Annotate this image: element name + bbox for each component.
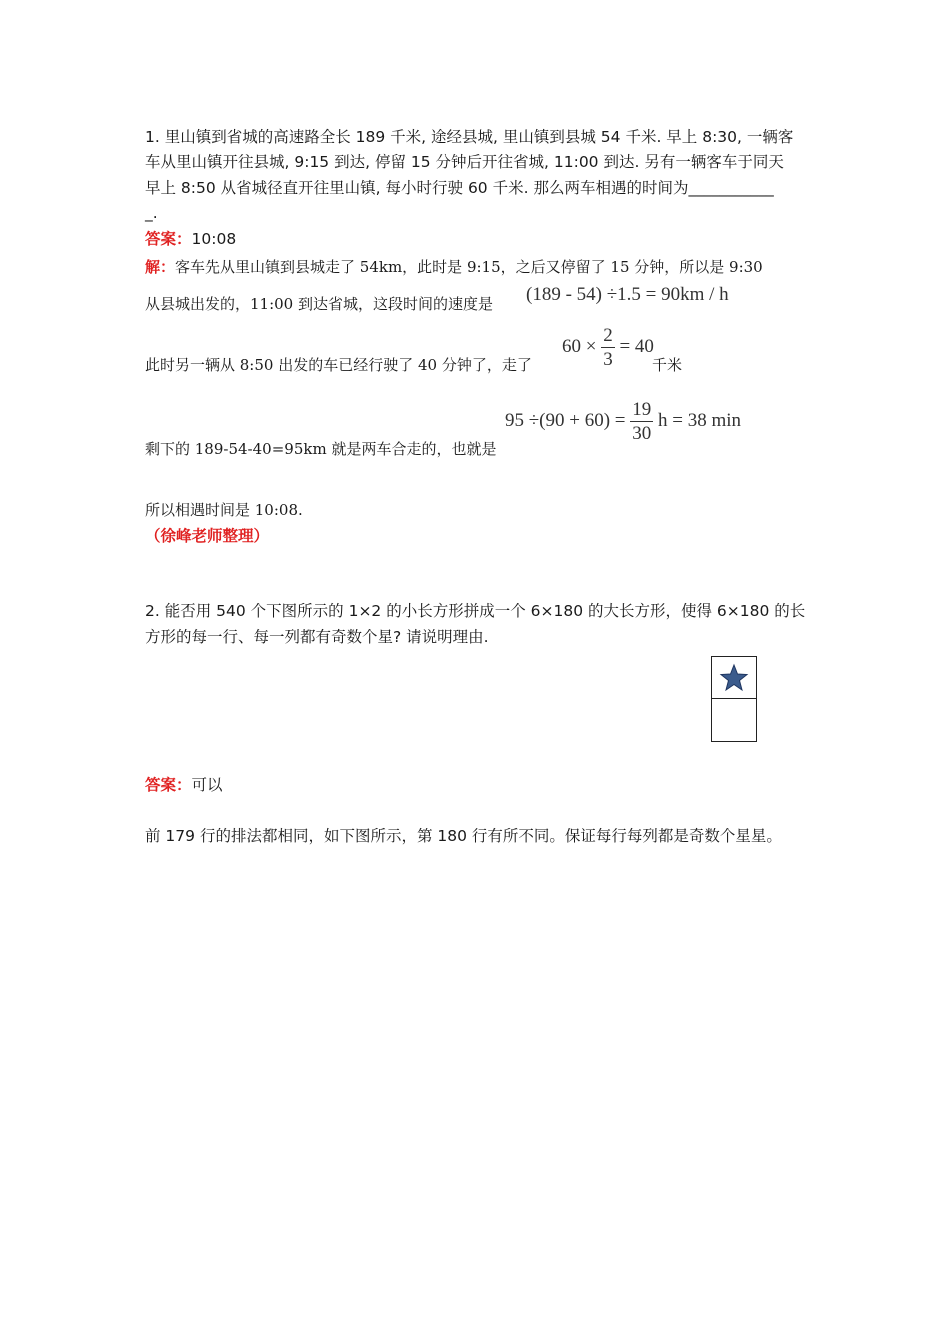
solution-text-1: 客车先从里山镇到县城走了 54km，此时是 9:15，之后又停留了 15 分钟，所以是 9:30 (175, 258, 763, 276)
problem2-line-2: 方形的每一行、每一列都有奇数个星? 请说明理由. (145, 628, 489, 646)
solution-line-4: 剩下的 189-54-40=95km 就是两车合走的，也就是 (145, 440, 497, 458)
solution-label: 解： (145, 258, 176, 276)
fraction-nineteen-thirtieths (630, 400, 653, 443)
fraction-denominator: 3 (603, 349, 613, 370)
problem2-explanation: 前 179 行的排法都相同，如下图所示，第 180 行有所不同。保证每行每列都是奇数个星星。 (145, 827, 782, 845)
solution-unit-km: 千米 (652, 356, 683, 374)
answer-value: 10:08 (191, 230, 237, 248)
problem2-answer (145, 774, 223, 796)
credit-note: （徐峰老师整理） (145, 527, 270, 545)
solution-line-2: 从县城出发的，11:00 到达省城，这段时间的速度是 (145, 295, 493, 313)
problem1-line-2: 车从里山镇开往县城, 9:15 到达, 停留 15 分钟后开往省城, 11:00 到达. 另有一辆客车于同天 (145, 153, 784, 171)
domino-bottom-cell (711, 698, 757, 742)
fraction-two-thirds (601, 326, 615, 369)
fraction-denominator: 30 (632, 423, 652, 444)
answer-value: 可以 (191, 776, 223, 794)
formula2-right: = 40 (619, 335, 654, 357)
formula-distance (562, 326, 654, 369)
star-icon (712, 657, 756, 699)
formula2-left: 60 × (562, 335, 597, 357)
formula-speed: (189 - 54) ÷1.5 = 90km / h (526, 284, 729, 305)
solution-line-3: 此时另一辆从 8:50 出发的车已经行驶了 40 分钟了，走了 (145, 356, 532, 374)
problem2-line-1: 2. 能否用 540 个下图所示的 1×2 的小长方形拼成一个 6×180 的大长方形，使得 6×180 的长 (145, 602, 806, 620)
answer-label: 答案： (145, 230, 192, 248)
problem1-line-4: _. (145, 204, 158, 222)
formula3-left: 95 ÷(90 + 60) = (505, 409, 626, 431)
formula3-right: h = 38 min (658, 409, 742, 431)
fraction-numerator: 19 (632, 399, 652, 420)
solution-line-5: 所以相遇时间是 10:08. (145, 501, 303, 519)
answer-label: 答案： (145, 776, 192, 794)
problem1-line-1: 1. 里山镇到省城的高速路全长 189 千米, 途经县城, 里山镇到县城 54 千米. 早上 8:30, 一辆客 (145, 128, 794, 146)
formula-meeting-time (505, 400, 741, 443)
domino-top-cell (711, 656, 757, 700)
problem1-line-3: 早上 8:50 从省城径直开往里山镇, 每小时行驶 60 千米. 那么两车相遇的时间为___________ (145, 179, 774, 197)
fraction-numerator: 2 (603, 325, 613, 346)
problem1-answer (145, 228, 236, 250)
solution-line-1 (145, 256, 763, 278)
